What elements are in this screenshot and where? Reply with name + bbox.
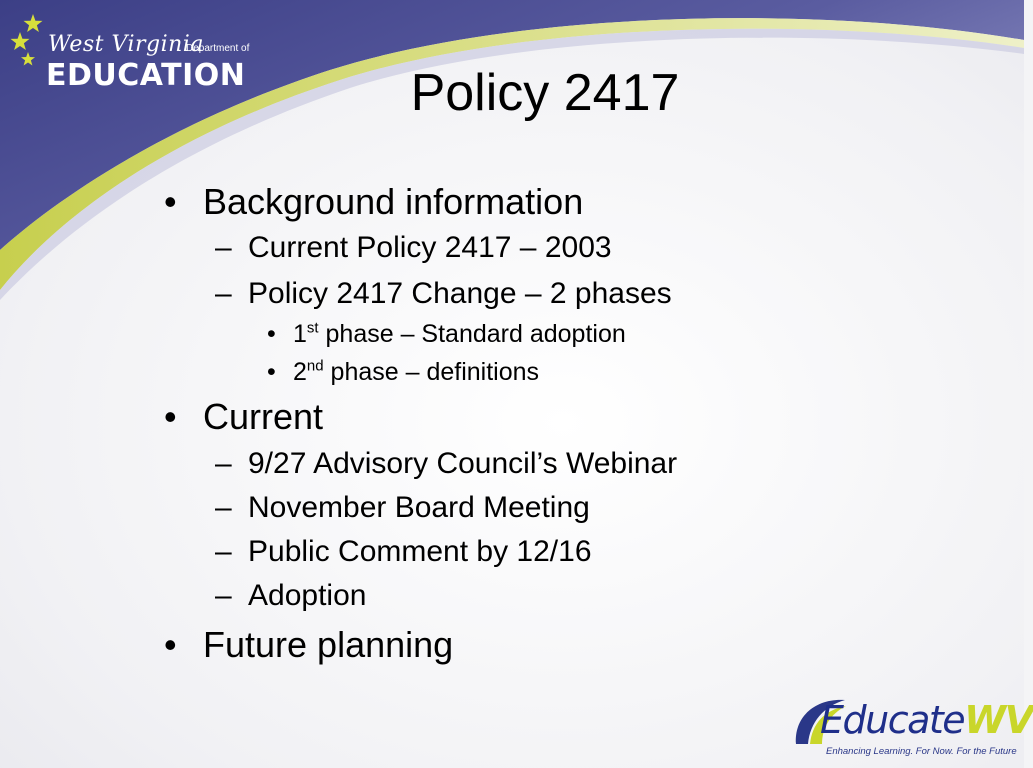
sub-bullet-text: Public Comment by 12/16 (248, 535, 592, 568)
sub-bullet-text: Policy 2417 Change – 2 phases (248, 277, 672, 310)
slide-title: Policy 2417 (410, 64, 680, 122)
logo-wordmark: EducateWV (820, 698, 1033, 742)
sub-bullet-text: Current Policy 2417 – 2003 (248, 231, 612, 264)
logo-department-text: Department of (186, 43, 250, 54)
bullet-marker: • (164, 396, 177, 437)
sub-bullet-text: 9/27 Advisory Council’s Webinar (248, 447, 678, 480)
dash-marker: – (215, 231, 232, 264)
sub-bullet-text: Adoption (248, 579, 367, 612)
bullet-marker: • (164, 624, 177, 665)
sub-sub-bullet-text: 1st phase – Standard adoption (293, 319, 626, 348)
dash-marker: – (215, 491, 232, 524)
wv-department-of-education-logo (8, 12, 250, 93)
logo-west-virginia-text: West Virginia (48, 32, 204, 57)
logo-education-text: EDUCATION (46, 58, 246, 93)
logo-tagline: Enhancing Learning. For Now. For the Future (826, 746, 1017, 757)
bullet-marker: • (164, 181, 177, 222)
educate-wv-logo (790, 688, 1033, 760)
dash-marker: – (215, 535, 232, 568)
dash-marker: – (215, 447, 232, 480)
sub-sub-bullet-text: 2nd phase – definitions (293, 357, 540, 386)
stars-icon (8, 12, 48, 72)
bullet-marker: • (267, 358, 276, 386)
bullet-text: Background information (203, 181, 584, 222)
sub-bullet-text: November Board Meeting (248, 491, 590, 524)
bullet-marker: • (267, 320, 276, 348)
dash-marker: – (215, 277, 232, 310)
dash-marker: – (215, 579, 232, 612)
bullet-text: Future planning (203, 624, 454, 665)
bullet-text: Current (203, 396, 324, 437)
